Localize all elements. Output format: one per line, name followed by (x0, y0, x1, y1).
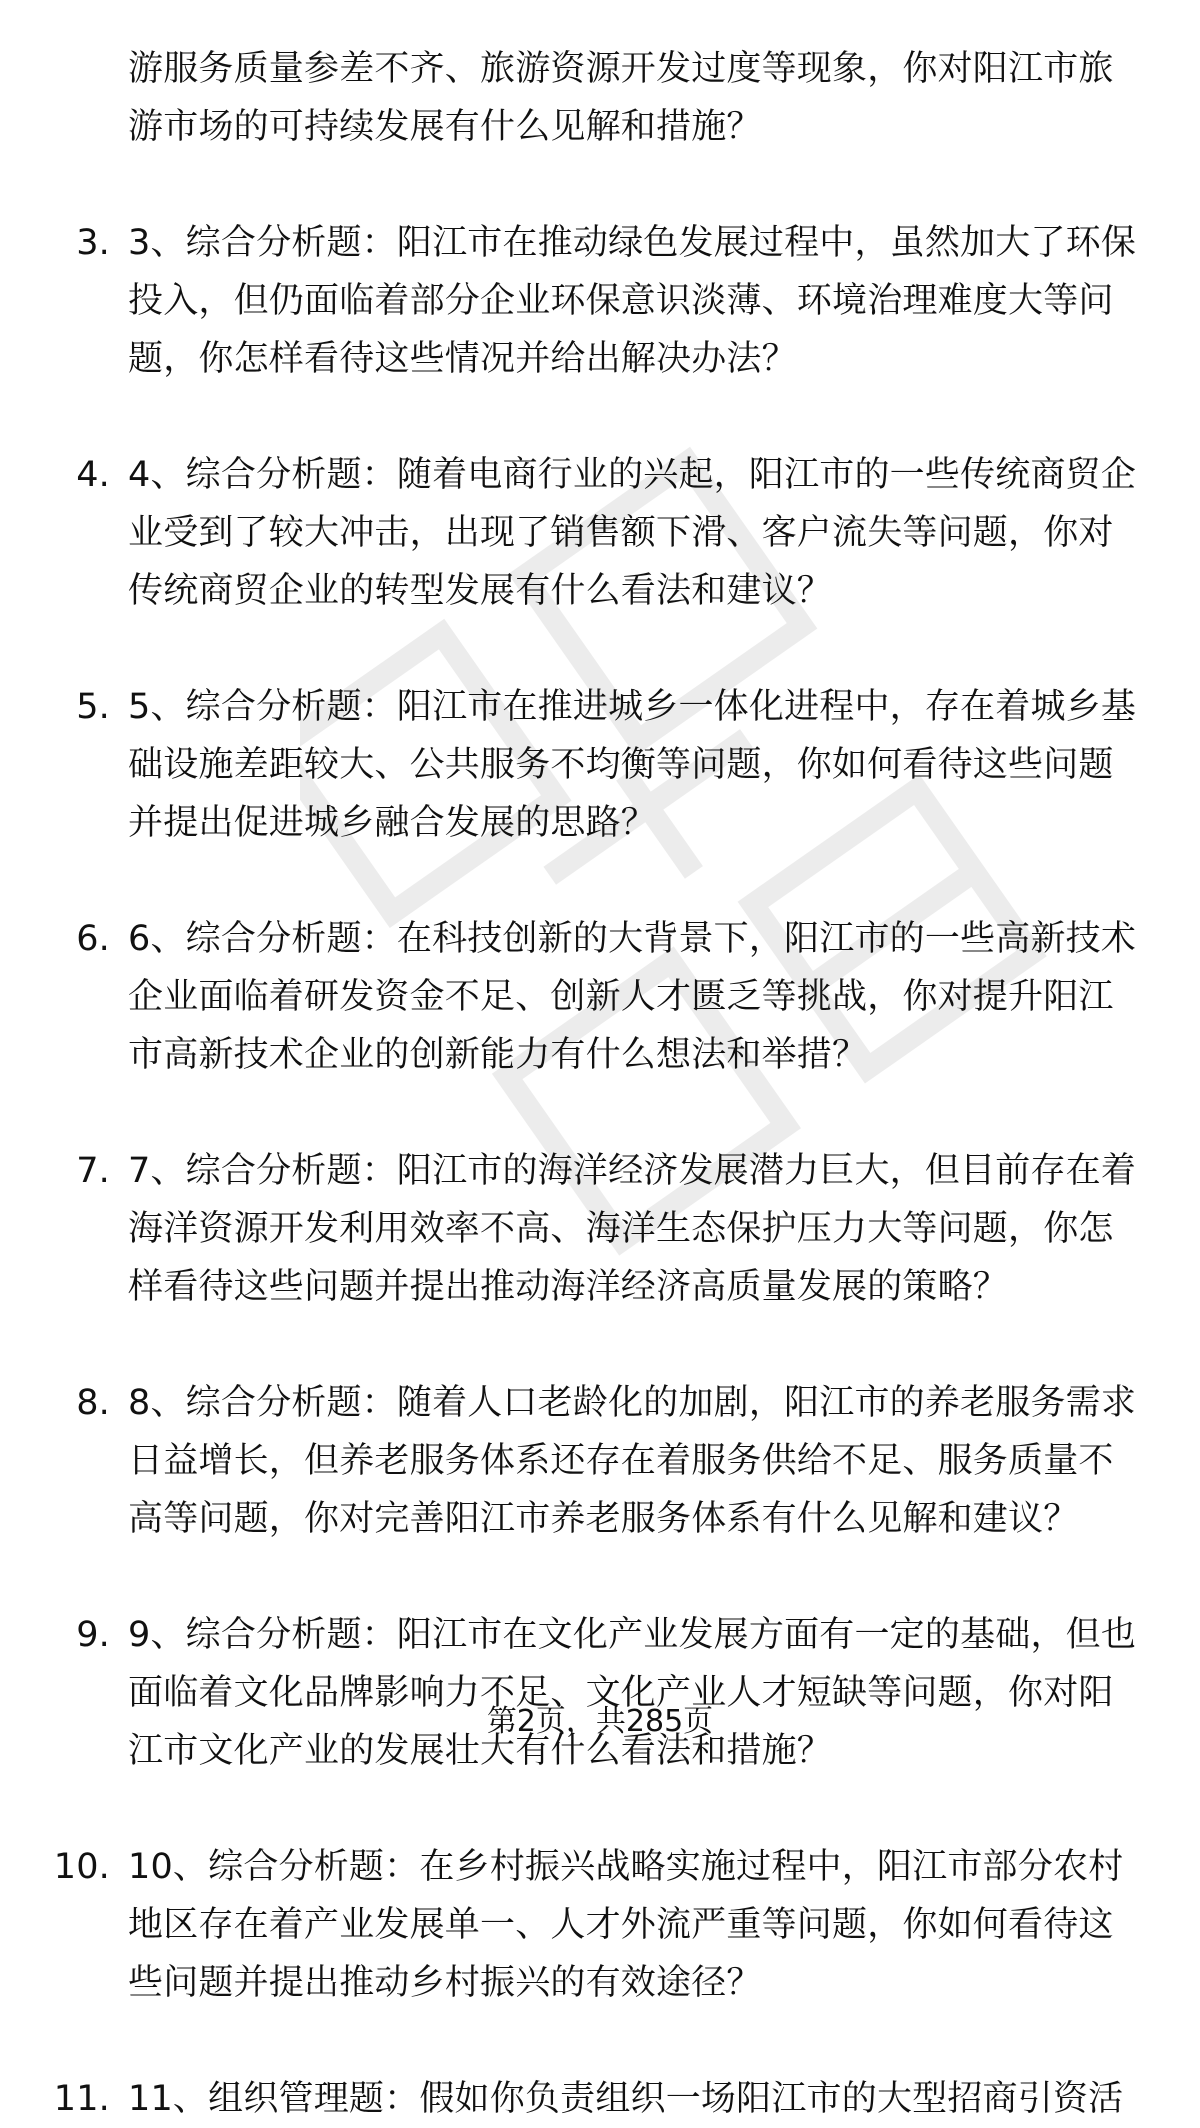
question-text: 4、综合分析题：随着电商行业的兴起，阳江市的一些传统商贸企业受到了较大冲击，出现了销售额下滑、客户流失等问题，你对传统商贸企业的转型发展有什么看法和建议？ (128, 455, 1137, 611)
question-item (0, 2070, 1148, 2128)
question-item (0, 1374, 1148, 1548)
question-item (0, 910, 1148, 1084)
question-number: 6. (76, 919, 110, 959)
question-item (0, 678, 1148, 852)
question-text: 11、组织管理题：假如你负责组织一场阳江市的大型招商引资活 (128, 2079, 1124, 2119)
question-list (0, 214, 1200, 2128)
question-text: 5、综合分析题：阳江市在推进城乡一体化进程中，存在着城乡基础设施差距较大、公共服务不均衡等问题，你如何看待这些问题并提出促进城乡融合发展的思路？ (128, 687, 1137, 843)
continued-question-text: 游服务质量参差不齐、旅游资源开发过度等现象，你对阳江市旅游市场的可持续发展有什么见解和措施？ (128, 49, 1114, 147)
question-item (0, 1606, 1148, 1780)
question-text: 3、综合分析题：阳江市在推动绿色发展过程中，虽然加大了环保投入，但仍面临着部分企业环保意识淡薄、环境治理难度大等问题，你怎样看待这些情况并给出解决办法？ (128, 223, 1137, 379)
question-item (0, 446, 1148, 620)
question-text: 9、综合分析题：阳江市在文化产业发展方面有一定的基础，但也面临着文化品牌影响力不足、文化产业人才短缺等问题，你对阳江市文化产业的发展壮大有什么看法和措施？ (128, 1615, 1137, 1771)
question-number: 9. (76, 1615, 110, 1655)
question-text: 10、综合分析题：在乡村振兴战略实施过程中，阳江市部分农村地区存在着产业发展单一、人才外流严重等问题，你如何看待这些问题并提出推动乡村振兴的有效途径？ (128, 1847, 1124, 2003)
question-number: 10. (53, 1847, 110, 1887)
question-number: 7. (76, 1151, 110, 1191)
question-text: 7、综合分析题：阳江市的海洋经济发展潜力巨大，但目前存在着海洋资源开发利用效率不高、海洋生态保护压力大等问题，你怎样看待这些问题并提出推动海洋经济高质量发展的策略？ (128, 1151, 1137, 1307)
question-number: 5. (76, 687, 110, 727)
question-item (0, 1142, 1148, 1316)
question-item (0, 214, 1148, 388)
question-number: 11. (53, 2079, 110, 2119)
question-number: 8. (76, 1383, 110, 1423)
question-item (0, 1838, 1148, 2012)
question-text: 6、综合分析题：在科技创新的大背景下，阳江市的一些高新技术企业面临着研发资金不足、创新人才匮乏等挑战，你对提升阳江市高新技术企业的创新能力有什么想法和举措？ (128, 919, 1137, 1075)
question-text: 8、综合分析题：随着人口老龄化的加剧，阳江市的养老服务需求日益增长，但养老服务体系还存在着服务供给不足、服务质量不高等问题，你对完善阳江市养老服务体系有什么见解和建议？ (128, 1383, 1137, 1539)
question-number: 3. (76, 223, 110, 263)
document-body (0, 40, 1200, 2128)
page-number-footer: 第2页，共285页 (486, 1704, 714, 1739)
question-number: 4. (76, 455, 110, 495)
